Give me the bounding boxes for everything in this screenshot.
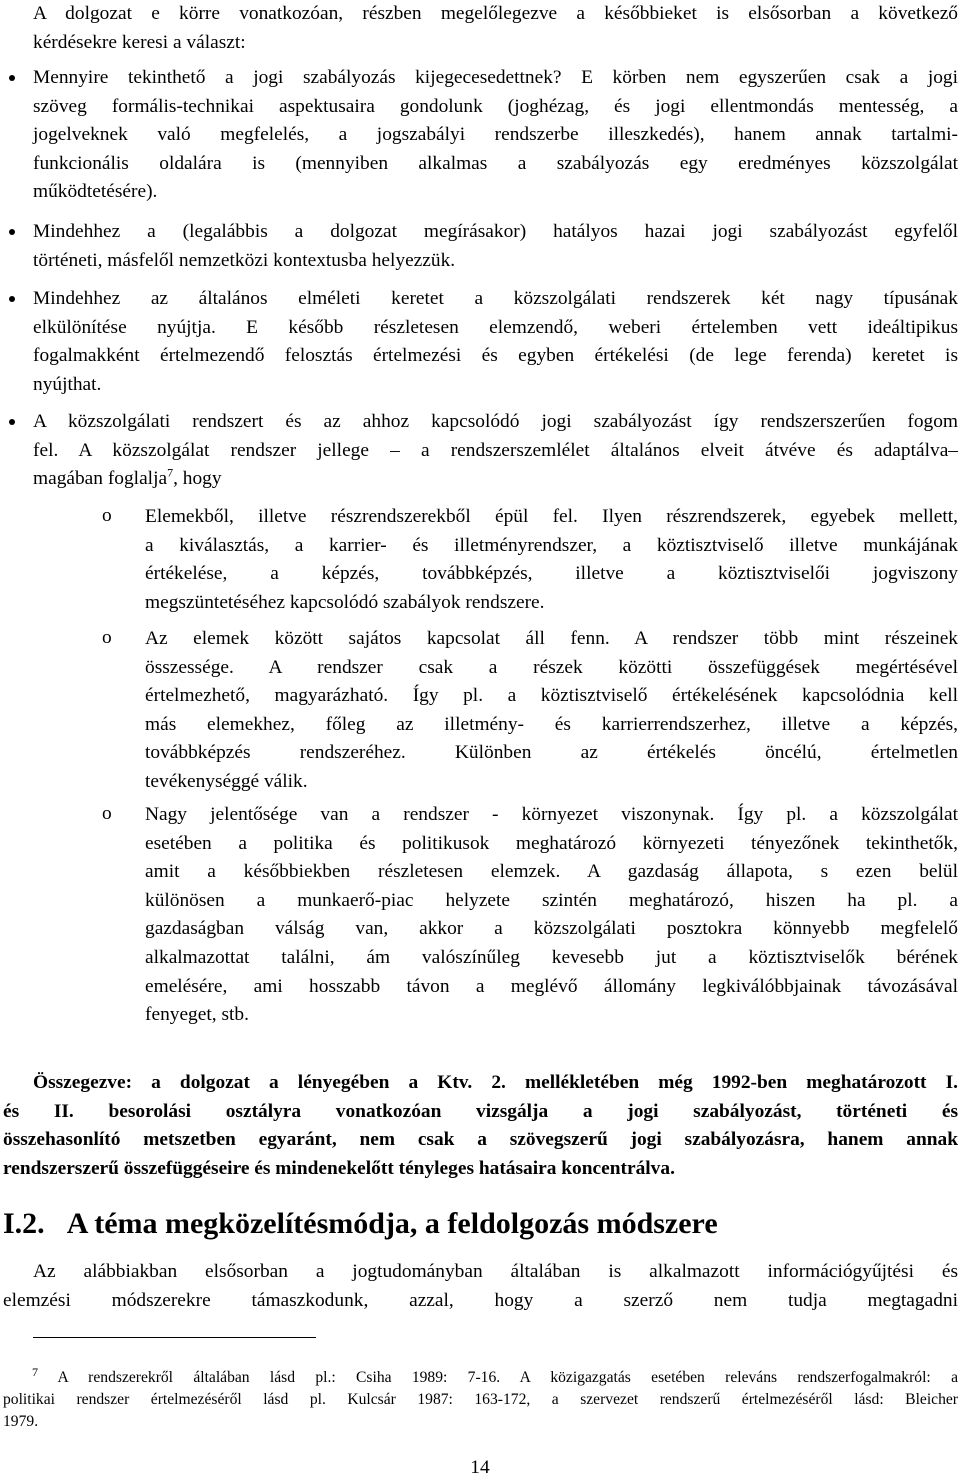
bullet-marker (0, 218, 33, 246)
bullet-line: szöveg formális-technikai aspektusaira gondolunk (joghézag, és jogi ellentmondás mentesség, a (33, 95, 958, 117)
footnote-line: politikai rendszer értelmezéséről lásd pl. Kulcsár 1987: 163-172, a szervezet rendszerű értelmezéséről lásd: Bleicher (3, 1391, 958, 1408)
sub-bullet-line: értékelése, a képzés, továbbképzés, illetve a köztisztviselői jogviszony (145, 563, 958, 585)
summary-line: Összegezve: a dolgozat a lényegében a Ktv. 2. mellékletében még 1992-ben meghatározott I. (33, 1072, 958, 1093)
closing-line: Az alábbiakban elsősorban a jogtudományban általában is alkalmazott információgyűjtési és (33, 1261, 958, 1282)
bullet-line: fel. A közszolgálat rendszer jellege – a rendszerszemlélet általános elveit átvéve és adaptálva– (33, 439, 958, 461)
closing-line: elemzési módszerekre támaszkodunk, azzal, hogy a szerző nem tudja megtagadni (3, 1289, 958, 1311)
summary-line: és II. besorolási osztályra vonatkozóan vizsgálja a jogi szabályozást, történeti és (3, 1100, 958, 1122)
section-title: A téma megközelítésmódja, a feldolgozás módszere (66, 1207, 718, 1240)
bullet-line: A közszolgálati rendszert és az ahhoz kapcsolódó jogi szabályozást így rendszerszerűen fogom (33, 411, 958, 432)
bullet-line-text: , hogy (173, 468, 222, 490)
footnote-text: A rendszerekről általában lásd pl.: Csiha 1989: 7-16. A közigazgatás esetében releváns rendszerfogalmakról: a (57, 1369, 958, 1386)
bullet-line (33, 465, 958, 494)
footnote-number: 7 (32, 1364, 38, 1379)
footnote (3, 1364, 958, 1433)
bullet-line: történeti, másfelől nemzetközi kontextusba helyezzük. (33, 249, 456, 271)
bullet-line: nyújthat. (33, 373, 102, 395)
footnote-separator (33, 1337, 316, 1338)
bullet-line-text: magában foglalja (33, 468, 168, 490)
section-heading (3, 1204, 718, 1244)
sub-bullet-line: Elemekből, illetve részrendszerekből épül fel. Ilyen részrendszerek, egyebek mellett, (145, 506, 958, 527)
sub-bullet-line: fenyeget, stb. (145, 1004, 249, 1026)
footnote-line (3, 1364, 958, 1389)
bullet-marker (0, 285, 33, 313)
page-number: 14 (470, 1457, 490, 1478)
bullet-line: Mindehhez az általános elméleti keretet a közszolgálati rendszerek két nagy típusának (33, 288, 958, 309)
sub-bullet-marker: o (102, 627, 112, 648)
sub-bullet-line: gazdaságban válság van, akkor a közszolgálati posztokra könnyebb megfelelő (145, 918, 958, 940)
footnote-line: 1979. (3, 1413, 39, 1430)
sub-bullet-line: különösen a munkaerő-piac helyzete szintén meghatározó, hiszen ha pl. a (145, 889, 958, 911)
intro-line: A dolgozat e körre vonatkozóan, részben megelőlegezve a későbbieket is elsősorban a következő (33, 3, 958, 24)
sub-bullet-line: tevékenységgé válik. (145, 770, 308, 792)
sub-bullet-line: Nagy jelentősége van a rendszer - környezet viszonynak. Így pl. a közszolgálat (145, 804, 958, 825)
bullet-line: jogelveknek való megfelelés, a jogszabályi rendszerbe illeszkedés), hanem annak tartalmi- (33, 124, 958, 146)
sub-bullet-line: emelésére, ami hosszabb távon a meglévő állomány legkiválóbbjainak távozásával (145, 975, 958, 997)
sub-bullet-line: értelmezhető, magyarázható. Így pl. a köztisztviselő értékelésének kapcsolódnia kell (145, 685, 958, 707)
intro-line: kérdésekre keresi a választ: (33, 31, 246, 53)
sub-bullet-line: amit a későbbiekben részletesen elemzek. A gazdaság állapota, s ezen belül (145, 861, 958, 883)
bullet-line: Mennyire tekinthető a jogi szabályozás kijegecesedettnek? E körben nem egyszerűen csak a jogi (33, 67, 958, 88)
sub-bullet-line: megszüntetéséhez kapcsolódó szabályok rendszere. (145, 591, 545, 613)
sub-bullet-line: Az elemek között sajátos kapcsolat áll fenn. A rendszer több mint részeinek (145, 628, 958, 649)
bullet-line: Mindehhez a (legalábbis a dolgozat megírásakor) hatályos hazai jogi szabályozást egyfelől (33, 221, 958, 242)
sub-bullet-line: alkalmazottat találni, ám valószínűleg kevesebb jut a köztisztviselők bérének (145, 946, 958, 968)
sub-bullet-marker: o (102, 803, 112, 824)
bullet-line: funkcionális oldalára is (mennyiben alkalmas a szabályozás egy eredményes közszolgálat (33, 152, 958, 174)
bullet-marker (0, 408, 33, 436)
footnote-reference[interactable]: 7 (167, 465, 174, 480)
sub-bullet-line: a kiválasztás, a karrier- és illetményrendszer, a köztisztviselő illetve munkájának (145, 534, 958, 556)
bullet-marker (0, 64, 33, 92)
bullet-line: működtetésére). (33, 181, 158, 203)
bullet-line: elkülönítése nyújtja. E később részletesen elemzendő, weberi értelemben vett ideáltipikus (33, 316, 958, 338)
sub-bullet-marker: o (102, 505, 112, 526)
sub-bullet-line: esetében a politika és politikusok meghatározó környezeti tényezőnek tekinthetők, (145, 832, 958, 854)
summary-line: rendszerszerű összefüggéseire és mindenekelőtt tényleges hatásaira koncentrálva. (3, 1157, 675, 1179)
sub-bullet-line: továbbképzés rendszeréhez. Különben az értékelés öncélú, értelmetlen (145, 742, 958, 764)
summary-line: összehasonlító metszetben egyaránt, nem csak a szövegszerű jogi szabályozásra, hanem annak (3, 1129, 958, 1151)
sub-bullet-line: összessége. A rendszer csak a részek közötti összefüggések megértésével (145, 656, 958, 678)
sub-bullet-line: más elemekhez, főleg az illetmény- és karrierrendszerhez, illetve a képzés, (145, 713, 958, 735)
section-number: I.2. (3, 1207, 45, 1240)
bullet-line: fogalmakként értelmezendő felosztás értelmezési és egyben értékelési (de lege ferenda) keretet is (33, 345, 958, 367)
